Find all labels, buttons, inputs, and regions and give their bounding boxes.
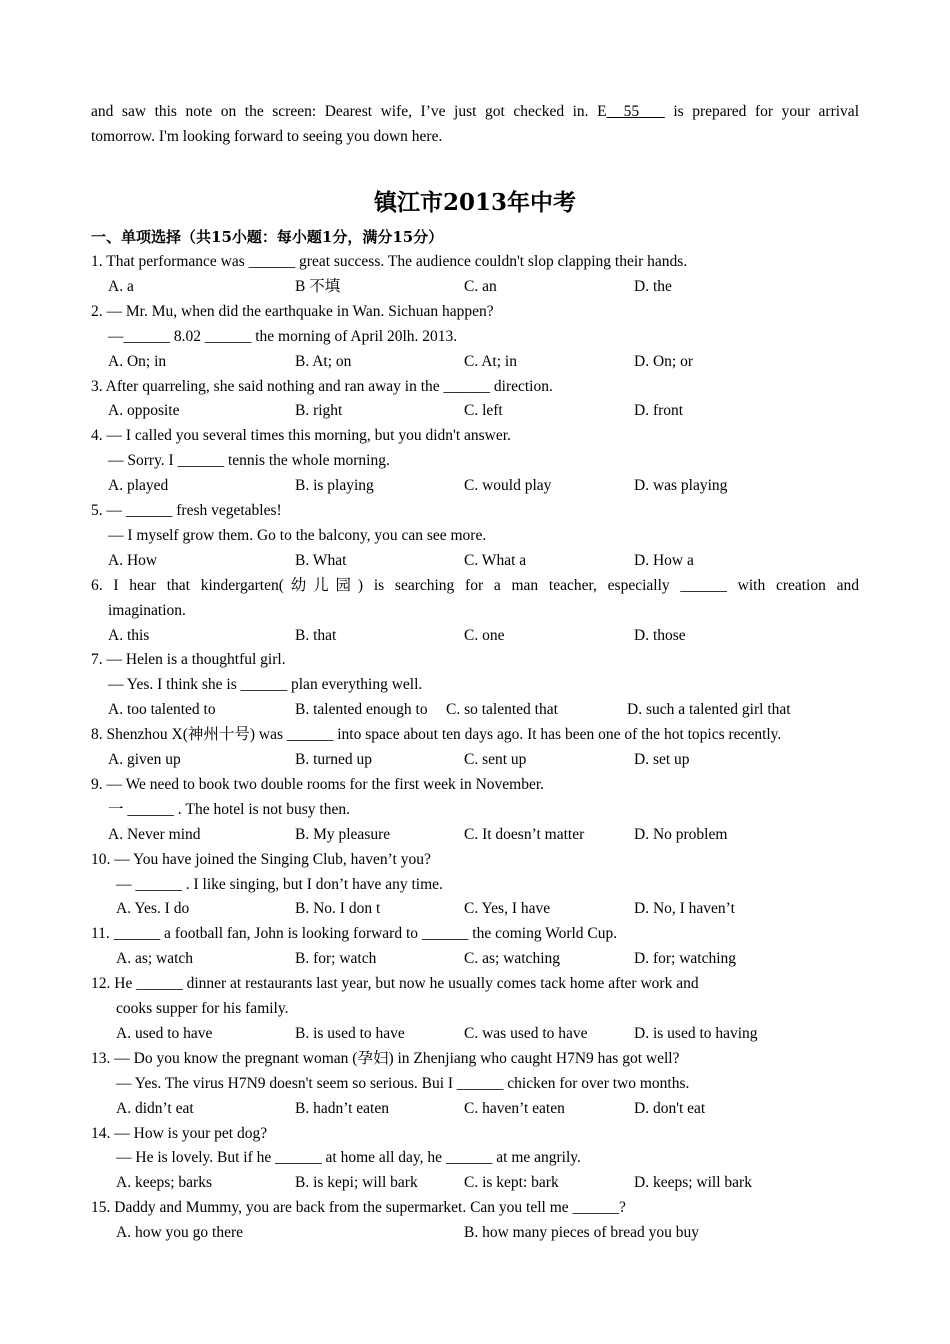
- question-4-line-1: 4. — I called you several times this morning, but you didn't answer.: [91, 427, 511, 445]
- question-2-option-D[interactable]: D. On; or: [634, 352, 693, 370]
- question-9-line-1: 9. — We need to book two double rooms for the first week in November.: [91, 775, 545, 793]
- question-3-option-C[interactable]: C. left: [464, 402, 503, 420]
- question-10-options: [91, 896, 859, 921]
- question-5-option-C[interactable]: C. What a: [464, 551, 527, 569]
- question-14-options: [91, 1170, 859, 1195]
- question-7-option-B[interactable]: B. talented enough to: [295, 701, 428, 719]
- question-5-option-B[interactable]: B. What: [295, 551, 347, 569]
- question-4-option-B[interactable]: B. is playing: [295, 477, 374, 495]
- question-5-options: [91, 548, 859, 573]
- question-14-option-D[interactable]: D. keeps; will bark: [634, 1174, 752, 1192]
- question-5-option-A[interactable]: A. How: [108, 551, 158, 569]
- question-13-line-1: 13. — Do you know the pregnant woman (孕妇) in Zhenjiang who caught H7N9 has got well?: [91, 1049, 680, 1067]
- question-2-option-C[interactable]: C. At; in: [464, 352, 517, 370]
- question-5-line-2: — I myself grow them. Go to the balcony, you can see more.: [108, 526, 487, 544]
- question-12-option-D[interactable]: D. is used to having: [634, 1024, 758, 1042]
- page-title: 镇江市2013年中考: [373, 189, 576, 216]
- question-9-option-D[interactable]: D. No problem: [634, 825, 728, 843]
- question-8-option-D[interactable]: D. set up: [634, 751, 690, 768]
- question-2-option-B[interactable]: B. At; on: [295, 352, 352, 370]
- question-7-option-C[interactable]: C. so talented that: [446, 701, 558, 719]
- question-3-option-A[interactable]: A. opposite: [108, 402, 180, 420]
- question-13-line-2: — Yes. The virus H7N9 doesn't seem so serious. Bui I ______ chicken for over two months.: [116, 1074, 690, 1092]
- question-3-options: [91, 398, 859, 423]
- question-6-option-C[interactable]: C. one: [464, 626, 505, 644]
- question-4-option-A[interactable]: A. played: [108, 477, 169, 495]
- answer-blank: 55: [606, 103, 665, 120]
- question-7-line-1: 7. — Helen is a thoughtful girl.: [91, 651, 286, 669]
- question-14-line-2: — He is lovely. But if he ______ at home all day, he ______ at me angrily.: [116, 1149, 581, 1167]
- question-15-options: [91, 1220, 859, 1245]
- question-6-option-A[interactable]: A. this: [108, 626, 150, 644]
- question-4-option-D[interactable]: D. was playing: [634, 477, 728, 495]
- question-6-option-B[interactable]: B. that: [295, 626, 337, 644]
- question-6-line-1: 6. I hear that kindergarten(幼儿园) is searching for a man teacher, especially ______ with creation and: [91, 576, 859, 594]
- question-4-line-2: — Sorry. I ______ tennis the whole morning.: [108, 452, 390, 470]
- question-14-option-B[interactable]: B. is kepi; will bark: [295, 1174, 418, 1192]
- question-4-options: [91, 473, 859, 498]
- question-10-line-2: — ______ . I like singing, but I don’t have any time.: [116, 875, 443, 893]
- question-6-line-2: imagination.: [108, 601, 186, 619]
- question-11-line-1: 11. ______ a football fan, John is looking forward to ______ the coming World Cup.: [91, 925, 618, 943]
- question-2-option-A[interactable]: A. On; in: [108, 352, 167, 370]
- question-8-option-A[interactable]: A. given up: [108, 751, 181, 768]
- question-3-line-1: 3. After quarreling, she said nothing and ran away in the ______ direction.: [91, 377, 553, 395]
- question-12-option-C[interactable]: C. was used to have: [464, 1024, 588, 1042]
- question-9-option-A[interactable]: A. Never mind: [108, 825, 201, 843]
- question-9-options: [91, 822, 859, 847]
- question-8-option-B[interactable]: B. turned up: [295, 751, 373, 768]
- question-12-line-2: cooks supper for his family.: [116, 1000, 289, 1017]
- question-2-line-2: —______ 8.02 ______ the morning of April 20lh. 2013.: [108, 327, 458, 345]
- question-11-option-D[interactable]: D. for; watching: [634, 950, 737, 968]
- question-6-options: [91, 623, 859, 648]
- question-7-option-A[interactable]: A. too talented to: [108, 701, 216, 719]
- question-10-option-A[interactable]: A. Yes. I do: [116, 900, 190, 918]
- question-1-option-C[interactable]: C. an: [464, 277, 497, 295]
- question-1-options: [91, 274, 859, 299]
- question-5-option-D[interactable]: D. How a: [634, 551, 694, 569]
- question-1-option-D[interactable]: D. the: [634, 277, 672, 295]
- question-6-option-D[interactable]: D. those: [634, 626, 686, 644]
- question-12-line-1: 12. He ______ dinner at restaurants last year, but now he usually comes tack home after work and: [91, 975, 699, 993]
- intro-paragraph: [91, 99, 859, 149]
- question-7-option-D[interactable]: D. such a talented girl that: [627, 701, 791, 719]
- question-11-options: [91, 946, 859, 971]
- question-10-option-C[interactable]: C. Yes, I have: [464, 900, 551, 918]
- question-5-line-1: 5. — ______ fresh vegetables!: [91, 502, 282, 519]
- intro-line-2: tomorrow. I'm looking forward to seeing you down here.: [91, 128, 443, 145]
- question-3-option-B[interactable]: B. right: [295, 402, 343, 420]
- question-13-options: [91, 1096, 859, 1121]
- question-1-option-B[interactable]: B 不填: [295, 277, 341, 295]
- question-14-option-C[interactable]: C. is kept: bark: [464, 1174, 559, 1192]
- question-13-option-C[interactable]: C. haven’t eaten: [464, 1099, 565, 1117]
- question-14-option-A[interactable]: A. keeps; barks: [116, 1174, 212, 1192]
- question-9-option-C[interactable]: C. It doesn’t matter: [464, 825, 585, 843]
- question-9-line-2: 一 ______ . The hotel is not busy then.: [108, 800, 350, 818]
- question-10-option-B[interactable]: B. No. I don t: [295, 900, 381, 918]
- question-13-option-A[interactable]: A. didn’t eat: [116, 1099, 194, 1117]
- question-13-option-B[interactable]: B. hadn’t eaten: [295, 1099, 389, 1117]
- question-15-option-A[interactable]: A. how you go there: [116, 1224, 243, 1242]
- section-heading: 一、单项选择（共15小题：每小题1分，满分15分）: [91, 228, 444, 246]
- question-12-options: [91, 1021, 859, 1046]
- question-15-line-1: 15. Daddy and Mummy, you are back from the supermarket. Can you tell me ______?: [91, 1199, 626, 1217]
- question-15-option-B[interactable]: B. how many pieces of bread you buy: [464, 1224, 700, 1242]
- question-2-options: [91, 349, 859, 374]
- question-8-options: [91, 747, 859, 772]
- question-2-line-1: 2. — Mr. Mu, when did the earthquake in Wan. Sichuan happen?: [91, 302, 494, 320]
- question-8-line-1: 8. Shenzhou X(神州十号) was ______ into space about ten days ago. It has been one of the hot topics recently.: [91, 726, 782, 744]
- question-14-line-1: 14. — How is your pet dog?: [91, 1124, 268, 1142]
- question-9-option-B[interactable]: B. My pleasure: [295, 825, 391, 843]
- question-13-option-D[interactable]: D. don't eat: [634, 1099, 706, 1117]
- question-10-option-D[interactable]: D. No, I haven’t: [634, 900, 735, 918]
- question-12-option-A[interactable]: A. used to have: [116, 1024, 213, 1042]
- question-1-line-1: 1. That performance was ______ great success. The audience couldn't slop clapping their hands.: [91, 253, 688, 270]
- question-8-option-C[interactable]: C. sent up: [464, 751, 527, 768]
- question-3-option-D[interactable]: D. front: [634, 402, 684, 420]
- question-12-option-B[interactable]: B. is used to have: [295, 1024, 405, 1042]
- question-11-option-B[interactable]: B. for; watch: [295, 950, 377, 968]
- question-7-line-2: — Yes. I think she is ______ plan everything well.: [108, 676, 423, 694]
- question-4-option-C[interactable]: C. would play: [464, 477, 552, 495]
- question-1-option-A[interactable]: A. a: [108, 277, 134, 295]
- question-11-option-C[interactable]: C. as; watching: [464, 950, 560, 968]
- question-10-line-1: 10. — You have joined the Singing Club, haven’t you?: [91, 850, 431, 868]
- intro-line-1: and saw this note on the screen: Dearest wife, I’ve just got checked in. E 55 is prepared for your arrival: [91, 103, 859, 120]
- question-11-option-A[interactable]: A. as; watch: [116, 950, 194, 968]
- question-7-options: [91, 697, 859, 722]
